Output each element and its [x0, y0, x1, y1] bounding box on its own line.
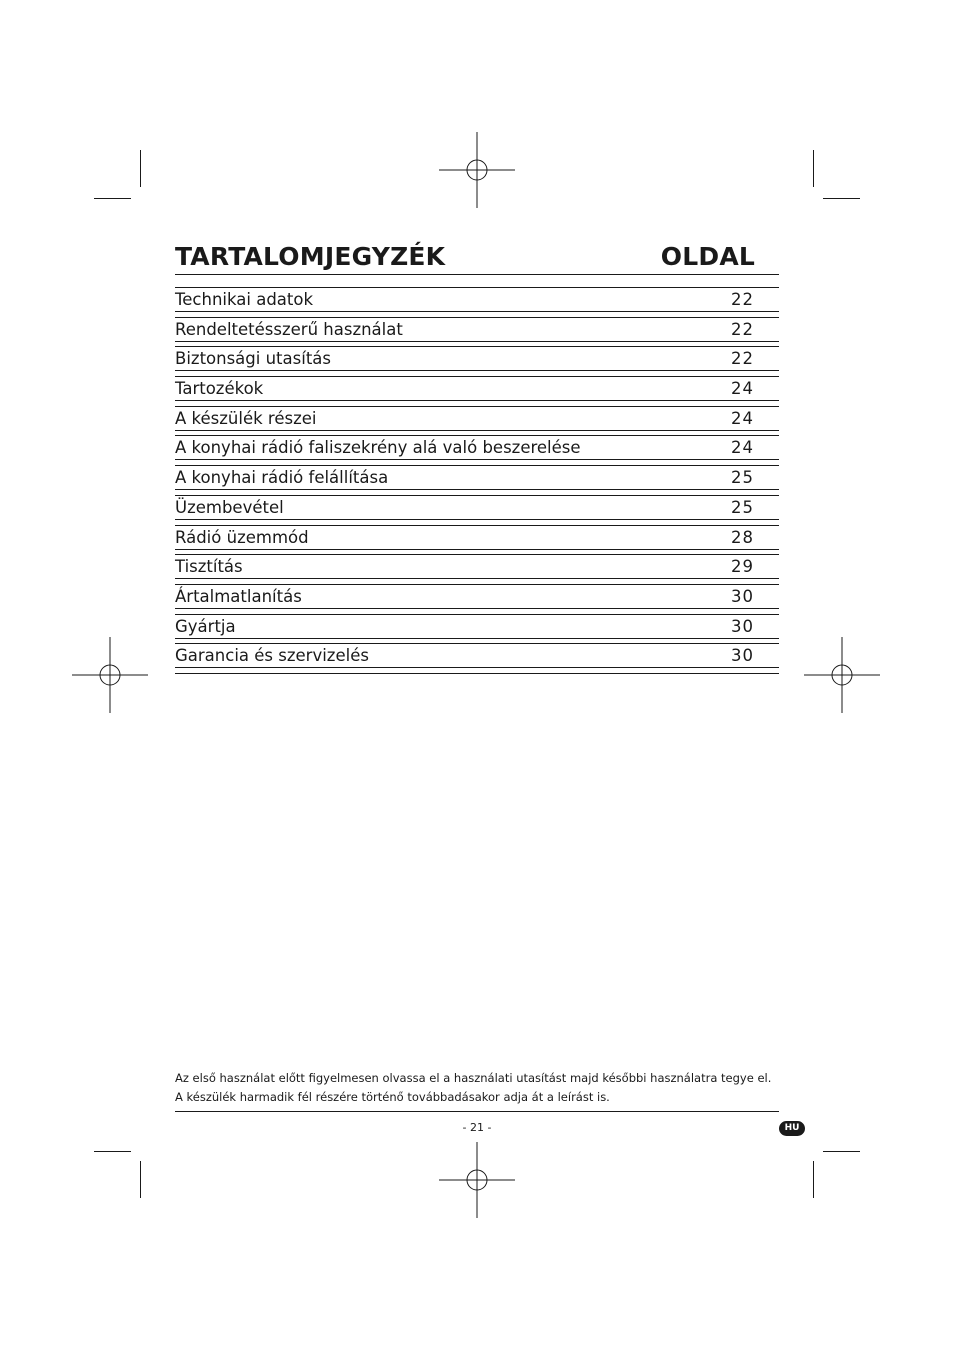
- toc-entry-page: 25: [731, 497, 754, 517]
- toc-entry-page: 28: [731, 527, 754, 547]
- toc-entry-page: 25: [731, 468, 754, 488]
- toc-entry-page: 22: [731, 290, 754, 309]
- toc-entry[interactable]: [175, 317, 779, 347]
- registration-mark-icon: [439, 1142, 515, 1218]
- toc-entry-rule: [175, 311, 779, 312]
- toc-entry[interactable]: [175, 614, 779, 644]
- crop-mark: [813, 1161, 814, 1198]
- toc-entry-rule: [175, 341, 779, 342]
- toc-entry-rule: [175, 667, 779, 668]
- crop-mark: [823, 1151, 860, 1152]
- toc-entry-title: Tartozékok: [175, 379, 264, 399]
- toc-entry-page: 24: [731, 379, 754, 399]
- toc-entry-rule: [175, 608, 779, 609]
- toc-page-column-heading: OLDAL: [660, 242, 755, 271]
- toc-entry[interactable]: [175, 495, 779, 525]
- toc-entry-title: A készülék részei: [175, 408, 317, 428]
- toc-entry-title: Rádió üzemmód: [175, 527, 309, 547]
- toc-entry-title: Tisztítás: [175, 557, 243, 577]
- toc-list: [175, 287, 779, 674]
- toc-entry-rule: [175, 578, 779, 579]
- toc-entry-title: A konyhai rádió faliszekrény alá való beszerelése: [175, 438, 581, 458]
- toc-entry-page: 30: [731, 646, 754, 666]
- toc-entry[interactable]: [175, 346, 779, 376]
- toc-entry-title: Üzembevétel: [175, 497, 284, 517]
- crop-mark: [94, 198, 131, 199]
- toc-entry-rule: [175, 459, 779, 460]
- toc-entry-rule: [175, 489, 779, 490]
- toc-header: [175, 242, 755, 272]
- toc-entry-page: 30: [731, 586, 754, 606]
- toc-entry[interactable]: [175, 643, 779, 674]
- toc-entry[interactable]: [175, 287, 779, 317]
- crop-mark: [140, 1161, 141, 1198]
- toc-entry[interactable]: [175, 584, 779, 614]
- toc-entry-page: 29: [731, 557, 754, 577]
- toc-entry-rule: [175, 370, 779, 371]
- crop-mark: [813, 150, 814, 187]
- toc-entry-rule: [175, 519, 779, 520]
- crop-mark: [140, 150, 141, 187]
- registration-mark-icon: [72, 637, 148, 713]
- toc-entry[interactable]: [175, 465, 779, 495]
- toc-entry[interactable]: [175, 376, 779, 406]
- toc-entry-page: 22: [731, 349, 754, 369]
- toc-title: TARTALOMJEGYZÉK: [175, 242, 446, 271]
- footer-rule: [175, 1111, 779, 1112]
- toc-entry-page: 24: [731, 438, 754, 458]
- toc-entry-title: A konyhai rádió felállítása: [175, 468, 389, 488]
- toc-entry[interactable]: [175, 406, 779, 436]
- toc-entry-page: 22: [731, 319, 754, 339]
- toc-entry-title: Biztonsági utasítás: [175, 349, 331, 369]
- usage-note: [175, 1069, 779, 1107]
- page-number: - 21 -: [462, 1121, 492, 1134]
- language-badge: HU: [779, 1121, 805, 1136]
- usage-note-line: Az első használat előtt figyelmesen olvassa el a használati utasítást majd későbbi használatra tegye el.: [175, 1071, 772, 1085]
- toc-entry-page: 24: [731, 408, 754, 428]
- toc-entry-rule: [175, 400, 779, 401]
- crop-mark: [94, 1151, 131, 1152]
- toc-entry-page: 30: [731, 616, 754, 636]
- header-rule: [175, 274, 779, 275]
- toc-entry-rule: [175, 430, 779, 431]
- toc-entry-title: Technikai adatok: [175, 290, 314, 309]
- toc-entry-rule: [175, 549, 779, 550]
- toc-entry[interactable]: [175, 554, 779, 584]
- toc-entry[interactable]: [175, 435, 779, 465]
- toc-entry-title: Rendeltetésszerű használat: [175, 319, 403, 339]
- toc-entry-title: Gyártja: [175, 616, 236, 636]
- toc-entry[interactable]: [175, 525, 779, 555]
- toc-entry-rule: [175, 638, 779, 639]
- toc-entry-title: Garancia és szervizelés: [175, 646, 369, 666]
- toc-entry-title: Ártalmatlanítás: [175, 586, 302, 606]
- crop-mark: [823, 198, 860, 199]
- usage-note-line: A készülék harmadik fél részére történő továbbadásakor adja át a leírást is.: [175, 1090, 610, 1104]
- registration-mark-icon: [804, 637, 880, 713]
- registration-mark-icon: [439, 132, 515, 208]
